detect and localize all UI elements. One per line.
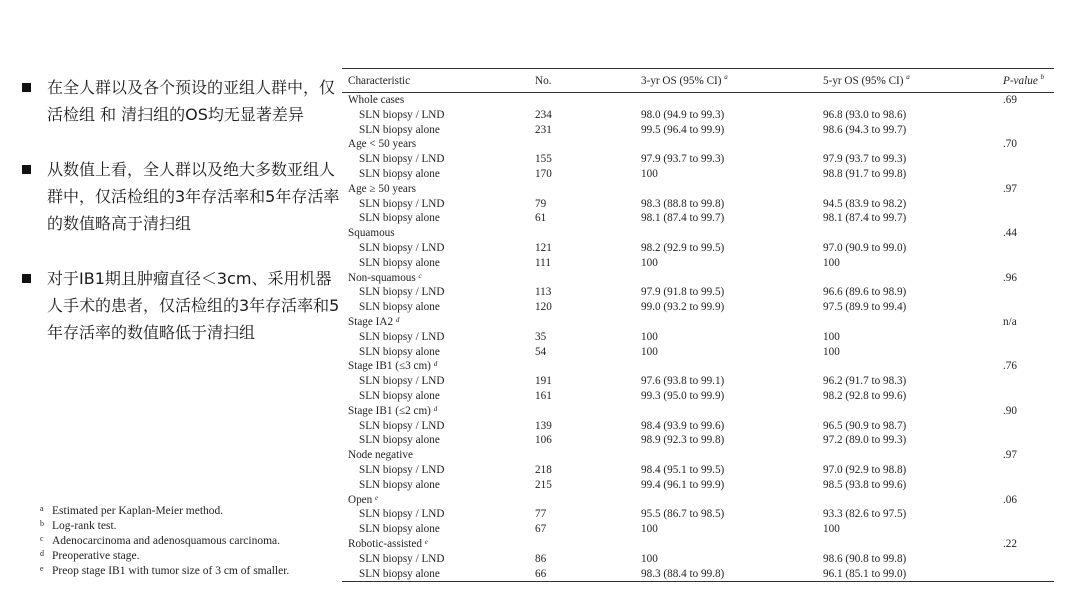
- empty-cell: [997, 211, 1054, 226]
- group-label-cell: [342, 137, 529, 152]
- empty-cell: [529, 226, 635, 241]
- os3-cell: 100: [641, 256, 658, 269]
- footnote-mark: c: [40, 534, 44, 543]
- table-row: [342, 256, 1054, 271]
- table-row: [342, 374, 1054, 389]
- empty-cell: [817, 182, 997, 197]
- count-cell: 61: [535, 212, 547, 225]
- header-characteristic: Characteristic: [348, 74, 411, 87]
- count-cell: 113: [535, 286, 552, 299]
- empty-cell: [997, 389, 1054, 404]
- p-value-cell: .06: [1003, 493, 1017, 506]
- empty-cell: [817, 93, 997, 108]
- os3-cell: 98.2 (92.9 to 99.5): [641, 241, 725, 254]
- empty-cell: [529, 537, 635, 552]
- table-row: [342, 552, 1054, 567]
- count-cell: 66: [535, 567, 547, 580]
- header-5yr-os: 5-yr OS (95% CI) $^a$: [823, 72, 910, 87]
- os3-cell: 97.6 (93.8 to 99.1): [641, 375, 725, 388]
- os5-cell: 100: [823, 256, 840, 269]
- table-row: [342, 419, 1054, 434]
- count-cell: 161: [535, 389, 552, 402]
- p-value-cell: .22: [1003, 537, 1017, 550]
- count-cell: 86: [535, 552, 547, 565]
- table-row: [342, 285, 1054, 300]
- os3-cell: 99.4 (96.1 to 99.9): [641, 478, 725, 491]
- empty-cell: [997, 433, 1054, 448]
- table-group-row: [342, 315, 1054, 330]
- empty-cell: [529, 359, 635, 374]
- os3-cell: 98.3 (88.4 to 99.8): [641, 567, 725, 580]
- empty-cell: [817, 226, 997, 241]
- empty-cell: [997, 123, 1054, 138]
- empty-cell: [997, 345, 1054, 360]
- count-cell: 155: [535, 153, 552, 166]
- bullet-text: 对于IB1期且肿瘤直径＜3cm、采用机器人手术的患者，仅活检组的3年存活率和5年存活率的数值略低于清扫组: [47, 269, 340, 342]
- characteristic-cell: SLN biopsy alone: [359, 212, 440, 225]
- table-row: [342, 300, 1054, 315]
- os3-cell: 99.3 (95.0 to 99.9): [641, 389, 725, 402]
- empty-cell: [817, 359, 997, 374]
- footnote-text: Estimated per Kaplan-Meier method.: [52, 505, 224, 517]
- os5-cell: 96.8 (93.0 to 98.6): [823, 108, 907, 121]
- bullet-item: [22, 265, 340, 346]
- os5-cell: 98.5 (93.8 to 99.6): [823, 478, 907, 491]
- os3-cell: 98.0 (94.9 to 99.3): [641, 108, 725, 121]
- count-cell: 215: [535, 478, 552, 491]
- empty-cell: [997, 522, 1054, 537]
- count-cell: 111: [535, 256, 551, 269]
- characteristic-cell: SLN biopsy / LND: [359, 463, 445, 476]
- os3-cell: 100: [641, 552, 658, 565]
- empty-cell: [529, 493, 635, 508]
- group-label: Whole cases: [348, 94, 405, 106]
- empty-cell: [817, 537, 997, 552]
- group-label: Robotic-assisted: [348, 537, 422, 550]
- characteristic-cell: SLN biopsy / LND: [359, 108, 445, 121]
- os5-cell: 93.3 (82.6 to 97.5): [823, 508, 907, 521]
- table-row: [342, 167, 1054, 182]
- empty-cell: [635, 315, 817, 330]
- empty-cell: [635, 271, 817, 286]
- group-label-cell: [342, 226, 529, 241]
- group-label: Stage IB1 (≤3 cm): [348, 360, 431, 373]
- table-row: [342, 152, 1054, 167]
- table-group-row: [342, 493, 1054, 508]
- os5-cell: 100: [823, 523, 840, 536]
- footnote: [40, 519, 340, 534]
- os5-cell: 98.1 (87.4 to 99.7): [823, 212, 907, 225]
- characteristic-cell: SLN biopsy / LND: [359, 286, 445, 299]
- p-value-cell: .96: [1003, 271, 1017, 284]
- count-cell: 191: [535, 375, 552, 388]
- survival-table: [342, 68, 1054, 582]
- p-value-cell: .97: [1003, 449, 1017, 462]
- os3-cell: 98.4 (93.9 to 99.6): [641, 419, 725, 432]
- table-group-row: [342, 182, 1054, 197]
- footnote-mark: a: [40, 504, 44, 513]
- table-row: [342, 211, 1054, 226]
- table-body: [342, 93, 1054, 582]
- p-value-cell: .97: [1003, 182, 1017, 195]
- os5-cell: 96.5 (90.9 to 98.7): [823, 419, 907, 432]
- p-value-cell: .90: [1003, 404, 1017, 417]
- count-cell: 54: [535, 345, 547, 358]
- count-cell: 79: [535, 197, 547, 210]
- bullet-text: 从数值上看，全人群以及绝大多数亚组人群中，仅活检组的3年存活率和5年存活率的数值略高于清扫组: [47, 160, 340, 233]
- group-label-cell: [342, 182, 529, 197]
- table-footnotes: [40, 504, 340, 579]
- footnote-text: Preoperative stage.: [52, 550, 140, 562]
- p-value-cell: .44: [1003, 227, 1017, 240]
- empty-cell: [635, 448, 817, 463]
- table-group-row: [342, 359, 1054, 374]
- p-value-cell: .76: [1003, 360, 1017, 373]
- os5-cell: 100: [823, 345, 840, 358]
- footnote-text: Log-rank test.: [52, 520, 117, 532]
- table-row: [342, 241, 1054, 256]
- os3-cell: 100: [641, 345, 658, 358]
- p-value-cell: .70: [1003, 138, 1017, 151]
- group-label: Stage IB1 (≤2 cm): [348, 404, 431, 417]
- group-label-cell: [342, 537, 529, 552]
- os5-cell: 100: [823, 330, 840, 343]
- empty-cell: [635, 359, 817, 374]
- os3-cell: 100: [641, 167, 658, 180]
- table-group-row: [342, 93, 1054, 108]
- characteristic-cell: SLN biopsy / LND: [359, 197, 445, 210]
- empty-cell: [997, 108, 1054, 123]
- characteristic-cell: SLN biopsy / LND: [359, 508, 445, 521]
- count-cell: 120: [535, 301, 552, 314]
- group-label-cell: [342, 493, 529, 508]
- empty-cell: [997, 552, 1054, 567]
- characteristic-cell: SLN biopsy / LND: [359, 241, 445, 254]
- os5-cell: 98.6 (94.3 to 99.7): [823, 123, 907, 136]
- header-no: No.: [535, 74, 552, 87]
- os5-cell: 97.0 (92.9 to 98.8): [823, 463, 907, 476]
- table-row: [342, 389, 1054, 404]
- footnote-mark: e: [40, 564, 44, 573]
- table-group-row: [342, 137, 1054, 152]
- table-row: [342, 567, 1054, 582]
- empty-cell: [997, 463, 1054, 478]
- count-cell: 139: [535, 419, 552, 432]
- empty-cell: [635, 537, 817, 552]
- characteristic-cell: SLN biopsy alone: [359, 478, 440, 491]
- empty-cell: [997, 330, 1054, 345]
- group-label-cell: [342, 93, 529, 108]
- footnote-mark: d: [40, 549, 44, 558]
- empty-cell: [817, 493, 997, 508]
- empty-cell: [635, 182, 817, 197]
- table-group-row: [342, 404, 1054, 419]
- empty-cell: [997, 285, 1054, 300]
- empty-cell: [817, 315, 997, 330]
- empty-cell: [635, 93, 817, 108]
- group-label: Stage IA2: [348, 315, 394, 328]
- table-row: [342, 522, 1054, 537]
- os-table: [342, 68, 1054, 582]
- empty-cell: [817, 404, 997, 419]
- footnote-ref: e: [424, 537, 428, 546]
- os3-cell: 98.3 (88.8 to 99.8): [641, 197, 725, 210]
- header-p-value: P-value $^b$: [1003, 72, 1045, 87]
- summary-bullets: [22, 74, 340, 374]
- table-row: [342, 345, 1054, 360]
- table-row: [342, 507, 1054, 522]
- footnote: [40, 534, 340, 549]
- empty-cell: [635, 137, 817, 152]
- footnote-ref: c: [418, 271, 422, 280]
- os3-cell: 98.4 (95.1 to 99.5): [641, 463, 725, 476]
- os5-cell: 97.5 (89.9 to 99.4): [823, 301, 907, 314]
- os5-cell: 96.6 (89.6 to 98.9): [823, 286, 907, 299]
- count-cell: 121: [535, 241, 552, 254]
- characteristic-cell: SLN biopsy / LND: [359, 375, 445, 388]
- characteristic-cell: SLN biopsy alone: [359, 434, 440, 447]
- bullet-text: 在全人群以及各个预设的亚组人群中，仅活检组 和 清扫组的OS均无显著差异: [47, 78, 336, 124]
- footnote-ref: d: [395, 315, 400, 324]
- os3-cell: 100: [641, 523, 658, 536]
- square-bullet-icon: [22, 165, 31, 174]
- count-cell: 170: [535, 167, 552, 180]
- empty-cell: [997, 197, 1054, 212]
- table-row: [342, 123, 1054, 138]
- empty-cell: [997, 256, 1054, 271]
- os5-cell: 96.1 (85.1 to 99.0): [823, 567, 907, 580]
- p-value-cell: .69: [1003, 94, 1017, 106]
- header-3yr-os: 3-yr OS (95% CI) $^a$: [641, 72, 728, 87]
- count-cell: 77: [535, 508, 547, 521]
- footnote: [40, 504, 340, 519]
- characteristic-cell: SLN biopsy / LND: [359, 552, 445, 565]
- footnote-mark: b: [40, 519, 44, 528]
- group-label: Non-squamous: [348, 271, 416, 284]
- characteristic-cell: SLN biopsy alone: [359, 567, 440, 580]
- table-group-row: [342, 226, 1054, 241]
- os5-cell: 97.0 (90.9 to 99.0): [823, 241, 907, 254]
- empty-cell: [529, 315, 635, 330]
- footnote-ref: d: [433, 360, 438, 369]
- group-label: Squamous: [348, 227, 395, 240]
- os3-cell: 97.9 (91.8 to 99.5): [641, 286, 725, 299]
- empty-cell: [997, 567, 1054, 582]
- os5-cell: 97.9 (93.7 to 99.3): [823, 153, 907, 166]
- os3-cell: 98.1 (87.4 to 99.7): [641, 212, 725, 225]
- characteristic-cell: SLN biopsy / LND: [359, 153, 445, 166]
- footnote-text: Adenocarcinoma and adenosquamous carcinoma.: [52, 535, 280, 547]
- count-cell: 234: [535, 108, 552, 121]
- empty-cell: [529, 271, 635, 286]
- empty-cell: [997, 300, 1054, 315]
- characteristic-cell: SLN biopsy alone: [359, 256, 440, 269]
- table-group-row: [342, 448, 1054, 463]
- group-label: Age < 50 years: [348, 138, 417, 151]
- p-value-cell: n/a: [1003, 315, 1017, 328]
- bullet-item: [22, 74, 340, 128]
- count-cell: 35: [535, 330, 547, 343]
- group-label: Node negative: [348, 449, 413, 462]
- empty-cell: [997, 419, 1054, 434]
- square-bullet-icon: [22, 83, 31, 92]
- empty-cell: [817, 271, 997, 286]
- empty-cell: [529, 137, 635, 152]
- empty-cell: [997, 478, 1054, 493]
- empty-cell: [635, 493, 817, 508]
- footnote: [40, 564, 340, 579]
- characteristic-cell: SLN biopsy alone: [359, 345, 440, 358]
- group-label-cell: [342, 359, 529, 374]
- count-cell: 106: [535, 434, 552, 447]
- os5-cell: 98.6 (90.8 to 99.8): [823, 552, 907, 565]
- empty-cell: [529, 404, 635, 419]
- square-bullet-icon: [22, 274, 31, 283]
- empty-cell: [529, 93, 635, 108]
- empty-cell: [997, 241, 1054, 256]
- table-header-row: [342, 69, 1054, 93]
- group-label-cell: [342, 315, 529, 330]
- os3-cell: 99.5 (96.4 to 99.9): [641, 123, 725, 136]
- count-cell: 231: [535, 123, 552, 136]
- table-group-row: [342, 537, 1054, 552]
- table-row: [342, 463, 1054, 478]
- empty-cell: [997, 152, 1054, 167]
- characteristic-cell: SLN biopsy alone: [359, 523, 440, 536]
- empty-cell: [529, 182, 635, 197]
- os3-cell: 99.0 (93.2 to 99.9): [641, 301, 725, 314]
- os5-cell: 96.2 (91.7 to 98.3): [823, 375, 907, 388]
- characteristic-cell: SLN biopsy alone: [359, 301, 440, 314]
- characteristic-cell: SLN biopsy alone: [359, 123, 440, 136]
- os5-cell: 98.8 (91.7 to 99.8): [823, 167, 907, 180]
- empty-cell: [817, 137, 997, 152]
- table-row: [342, 108, 1054, 123]
- characteristic-cell: SLN biopsy alone: [359, 389, 440, 402]
- os5-cell: 97.2 (89.0 to 99.3): [823, 434, 907, 447]
- os5-cell: 94.5 (83.9 to 98.2): [823, 197, 907, 210]
- group-label-cell: [342, 448, 529, 463]
- characteristic-cell: SLN biopsy alone: [359, 167, 440, 180]
- empty-cell: [529, 448, 635, 463]
- table-row: [342, 478, 1054, 493]
- footnote-ref: d: [433, 404, 438, 413]
- footnote-ref: e: [375, 493, 379, 502]
- table-row: [342, 197, 1054, 212]
- group-label: Age ≥ 50 years: [348, 182, 416, 195]
- os5-cell: 98.2 (92.8 to 99.6): [823, 389, 907, 402]
- os3-cell: 95.5 (86.7 to 98.5): [641, 508, 725, 521]
- empty-cell: [997, 507, 1054, 522]
- empty-cell: [997, 167, 1054, 182]
- empty-cell: [997, 374, 1054, 389]
- bullet-item: [22, 156, 340, 237]
- table-row: [342, 433, 1054, 448]
- count-cell: 67: [535, 523, 547, 536]
- os3-cell: 98.9 (92.3 to 99.8): [641, 434, 725, 447]
- os3-cell: 97.9 (93.7 to 99.3): [641, 153, 725, 166]
- characteristic-cell: SLN biopsy / LND: [359, 330, 445, 343]
- footnote-text: Preop stage IB1 with tumor size of 3 cm of smaller.: [52, 565, 290, 577]
- empty-cell: [817, 448, 997, 463]
- empty-cell: [635, 226, 817, 241]
- os3-cell: 100: [641, 330, 658, 343]
- group-label: Open: [348, 493, 373, 506]
- table-group-row: [342, 271, 1054, 286]
- empty-cell: [635, 404, 817, 419]
- group-label-cell: [342, 404, 529, 419]
- group-label-cell: [342, 271, 529, 286]
- footnote: [40, 549, 340, 564]
- characteristic-cell: SLN biopsy / LND: [359, 419, 445, 432]
- table-row: [342, 330, 1054, 345]
- count-cell: 218: [535, 463, 552, 476]
